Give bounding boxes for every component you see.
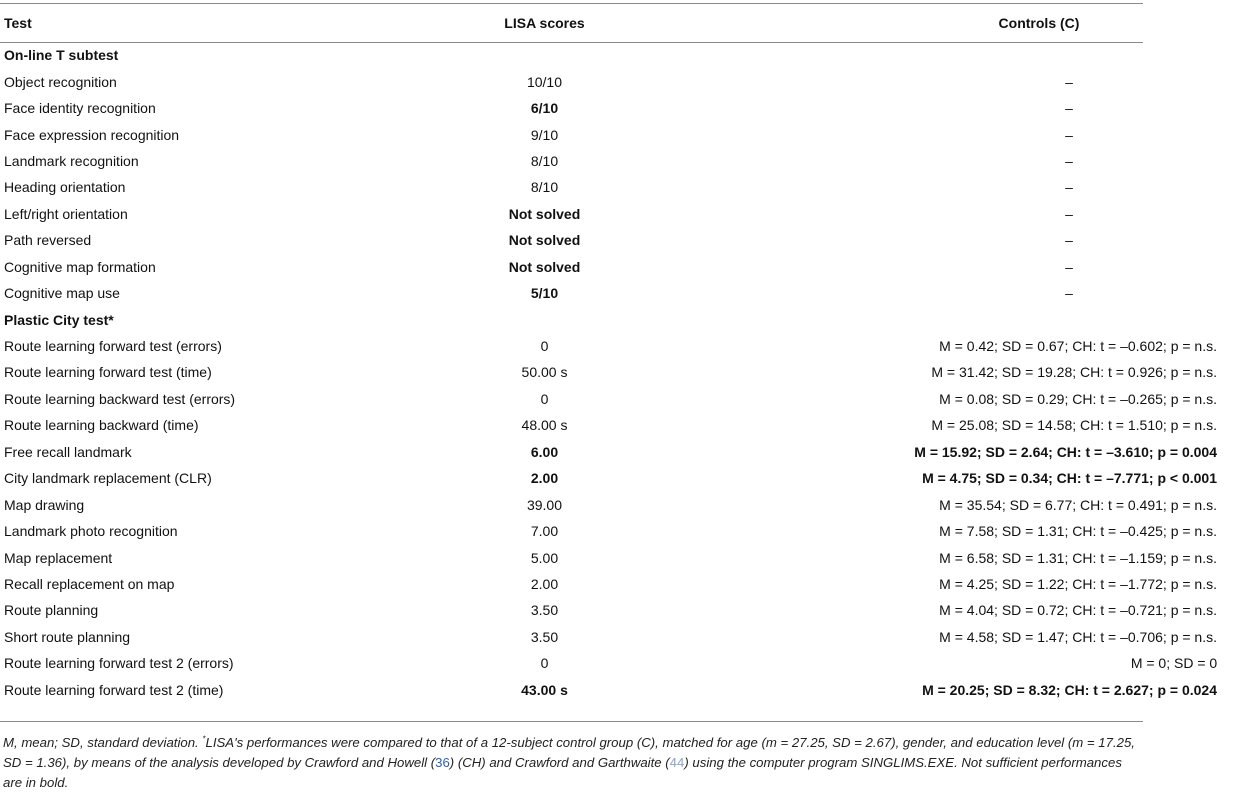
table-row	[0, 677, 1233, 703]
bottom-rule	[0, 721, 1143, 722]
controls-cell: M = 7.58; SD = 1.31; CH: t = –0.425; p = n.s.	[939, 523, 1217, 540]
footnote-text-2: ) (CH) and Crawford and Garthwaite (	[449, 755, 670, 770]
test-name-cell: City landmark replacement (CLR)	[4, 470, 212, 487]
table-row	[0, 412, 1233, 438]
lisa-score-cell: Not solved	[508, 258, 581, 275]
controls-cell: M = 6.58; SD = 1.31; CH: t = –1.159; p = n.s.	[939, 549, 1217, 566]
table-row	[0, 121, 1233, 147]
lisa-score-cell: 7.00	[530, 523, 559, 540]
controls-cell: –	[1065, 126, 1073, 143]
test-name-cell: Free recall landmark	[4, 443, 132, 460]
table-row	[0, 227, 1233, 253]
controls-cell: –	[1065, 205, 1073, 222]
table-row	[0, 465, 1233, 491]
controls-cell: M = 35.54; SD = 6.77; CH: t = 0.491; p = n.s.	[939, 496, 1217, 513]
header-row	[0, 3, 1233, 42]
table-row	[0, 280, 1233, 306]
table-row	[0, 597, 1233, 623]
controls-cell: M = 25.08; SD = 14.58; CH: t = 1.510; p = n.s.	[931, 417, 1217, 434]
controls-cell: –	[1065, 258, 1073, 275]
lisa-score-cell: 0	[540, 390, 549, 407]
lisa-score-cell: 8/10	[530, 179, 559, 196]
test-name-cell: Left/right orientation	[4, 205, 128, 222]
lisa-score-cell: 5.00	[530, 549, 559, 566]
controls-cell: –	[1065, 232, 1073, 249]
test-name-cell: Route learning forward test 2 (time)	[4, 681, 224, 698]
section-header-row	[0, 306, 1233, 332]
lisa-score-cell: Not solved	[508, 232, 581, 249]
section-header-row	[0, 42, 1233, 68]
controls-cell: M = 15.92; SD = 2.64; CH: t = –3.610; p = 0.004	[914, 443, 1217, 460]
table-row	[0, 491, 1233, 517]
test-name-cell: Path reversed	[4, 232, 92, 249]
table-row	[0, 68, 1233, 94]
test-name-cell: Landmark recognition	[4, 152, 139, 169]
table-row	[0, 254, 1233, 280]
test-name-cell: Map replacement	[4, 549, 113, 566]
controls-cell: M = 20.25; SD = 8.32; CH: t = 2.627; p = 0.024	[922, 681, 1217, 698]
footnote-text: LISA's performances were compared to that of a 12-subject control group (C), matched for age (m = 27.25, SD = 2.67), gender, and education level (m = 17.25, SD = 1.36), by means of the analysis developed by Crawford and Howell (	[3, 735, 1135, 770]
test-name-cell: Route learning forward test (time)	[4, 364, 212, 381]
controls-cell: –	[1065, 285, 1073, 302]
table-footnote	[3, 733, 1139, 793]
test-name-cell: Face expression recognition	[4, 126, 180, 143]
table-row	[0, 544, 1233, 570]
controls-cell: M = 4.58; SD = 1.47; CH: t = –0.706; p = n.s.	[939, 628, 1217, 645]
reference-link-36[interactable]: 36	[435, 755, 450, 770]
test-name-cell: Route learning forward test 2 (errors)	[4, 655, 234, 672]
lisa-score-cell: 3.50	[530, 602, 559, 619]
footnote-marker: *	[202, 734, 206, 744]
table-row	[0, 571, 1233, 597]
test-name-cell: Recall replacement on map	[4, 575, 175, 592]
table-row	[0, 359, 1233, 385]
lisa-score-cell: 39.00	[526, 496, 563, 513]
lisa-score-cell: 3.50	[530, 628, 559, 645]
lisa-score-cell: 43.00 s	[521, 681, 568, 698]
lisa-score-cell: 0	[540, 338, 549, 355]
table-row	[0, 148, 1233, 174]
controls-cell: –	[1065, 73, 1073, 90]
test-name-cell: Heading orientation	[4, 179, 126, 196]
lisa-score-cell: 50.00 s	[521, 364, 568, 381]
lisa-score-cell: 2.00	[530, 575, 559, 592]
controls-cell: M = 4.25; SD = 1.22; CH: t = –1.772; p = n.s.	[939, 575, 1217, 592]
lisa-score-cell: 48.00 s	[521, 417, 568, 434]
table-row	[0, 386, 1233, 412]
table-row	[0, 650, 1233, 676]
footnote-abbreviations: M, mean; SD, standard deviation.	[3, 735, 203, 750]
controls-cell: M = 0.42; SD = 0.67; CH: t = –0.602; p = n.s.	[939, 338, 1217, 355]
controls-cell: –	[1065, 179, 1073, 196]
lisa-score-cell: Not solved	[508, 205, 581, 222]
header-controls: Controls (C)	[998, 14, 1080, 31]
test-name-cell: Route planning	[4, 602, 99, 619]
test-name-cell: Landmark photo recognition	[4, 523, 178, 540]
lisa-score-cell: 2.00	[530, 470, 559, 487]
lisa-score-cell: 0	[540, 655, 549, 672]
test-name-cell: Route learning backward test (errors)	[4, 390, 236, 407]
results-table	[0, 3, 1233, 703]
section-title: Plastic City test*	[4, 311, 114, 328]
lisa-score-cell: 8/10	[530, 152, 559, 169]
test-name-cell: Map drawing	[4, 496, 85, 513]
lisa-score-cell: 6/10	[530, 100, 559, 117]
test-name-cell: Route learning backward (time)	[4, 417, 199, 434]
lisa-score-cell: 5/10	[530, 285, 559, 302]
controls-cell: M = 4.75; SD = 0.34; CH: t = –7.771; p < 0.001	[922, 470, 1217, 487]
lisa-score-cell: 9/10	[530, 126, 559, 143]
controls-cell: M = 0; SD = 0	[1130, 655, 1218, 672]
controls-cell: –	[1065, 152, 1073, 169]
header-lisa-scores: LISA scores	[504, 14, 585, 31]
reference-link-44[interactable]: 44	[669, 755, 685, 770]
table-row	[0, 624, 1233, 650]
controls-cell: M = 0.08; SD = 0.29; CH: t = –0.265; p = n.s.	[939, 390, 1217, 407]
table-row	[0, 333, 1233, 359]
test-name-cell: Route learning forward test (errors)	[4, 338, 222, 355]
header-test: Test	[4, 14, 32, 31]
table-row	[0, 439, 1233, 465]
footnote-text-3: ) using the computer program SINGLIMS.EXE. Not sufficient performances are in bold.	[3, 755, 1122, 790]
section-title: On-line T subtest	[4, 47, 119, 64]
table-row	[0, 174, 1233, 200]
table-row	[0, 518, 1233, 544]
test-name-cell: Object recognition	[4, 73, 117, 90]
table-row	[0, 201, 1233, 227]
test-name-cell: Short route planning	[4, 628, 131, 645]
test-name-cell: Cognitive map use	[4, 285, 120, 302]
test-name-cell: Face identity recognition	[4, 100, 156, 117]
lisa-score-cell: 10/10	[526, 73, 563, 90]
controls-cell: M = 4.04; SD = 0.72; CH: t = –0.721; p = n.s.	[939, 602, 1217, 619]
controls-cell: –	[1065, 100, 1073, 117]
table-row	[0, 95, 1233, 121]
lisa-score-cell: 6.00	[530, 443, 559, 460]
controls-cell: M = 31.42; SD = 19.28; CH: t = 0.926; p = n.s.	[931, 364, 1217, 381]
test-name-cell: Cognitive map formation	[4, 258, 156, 275]
